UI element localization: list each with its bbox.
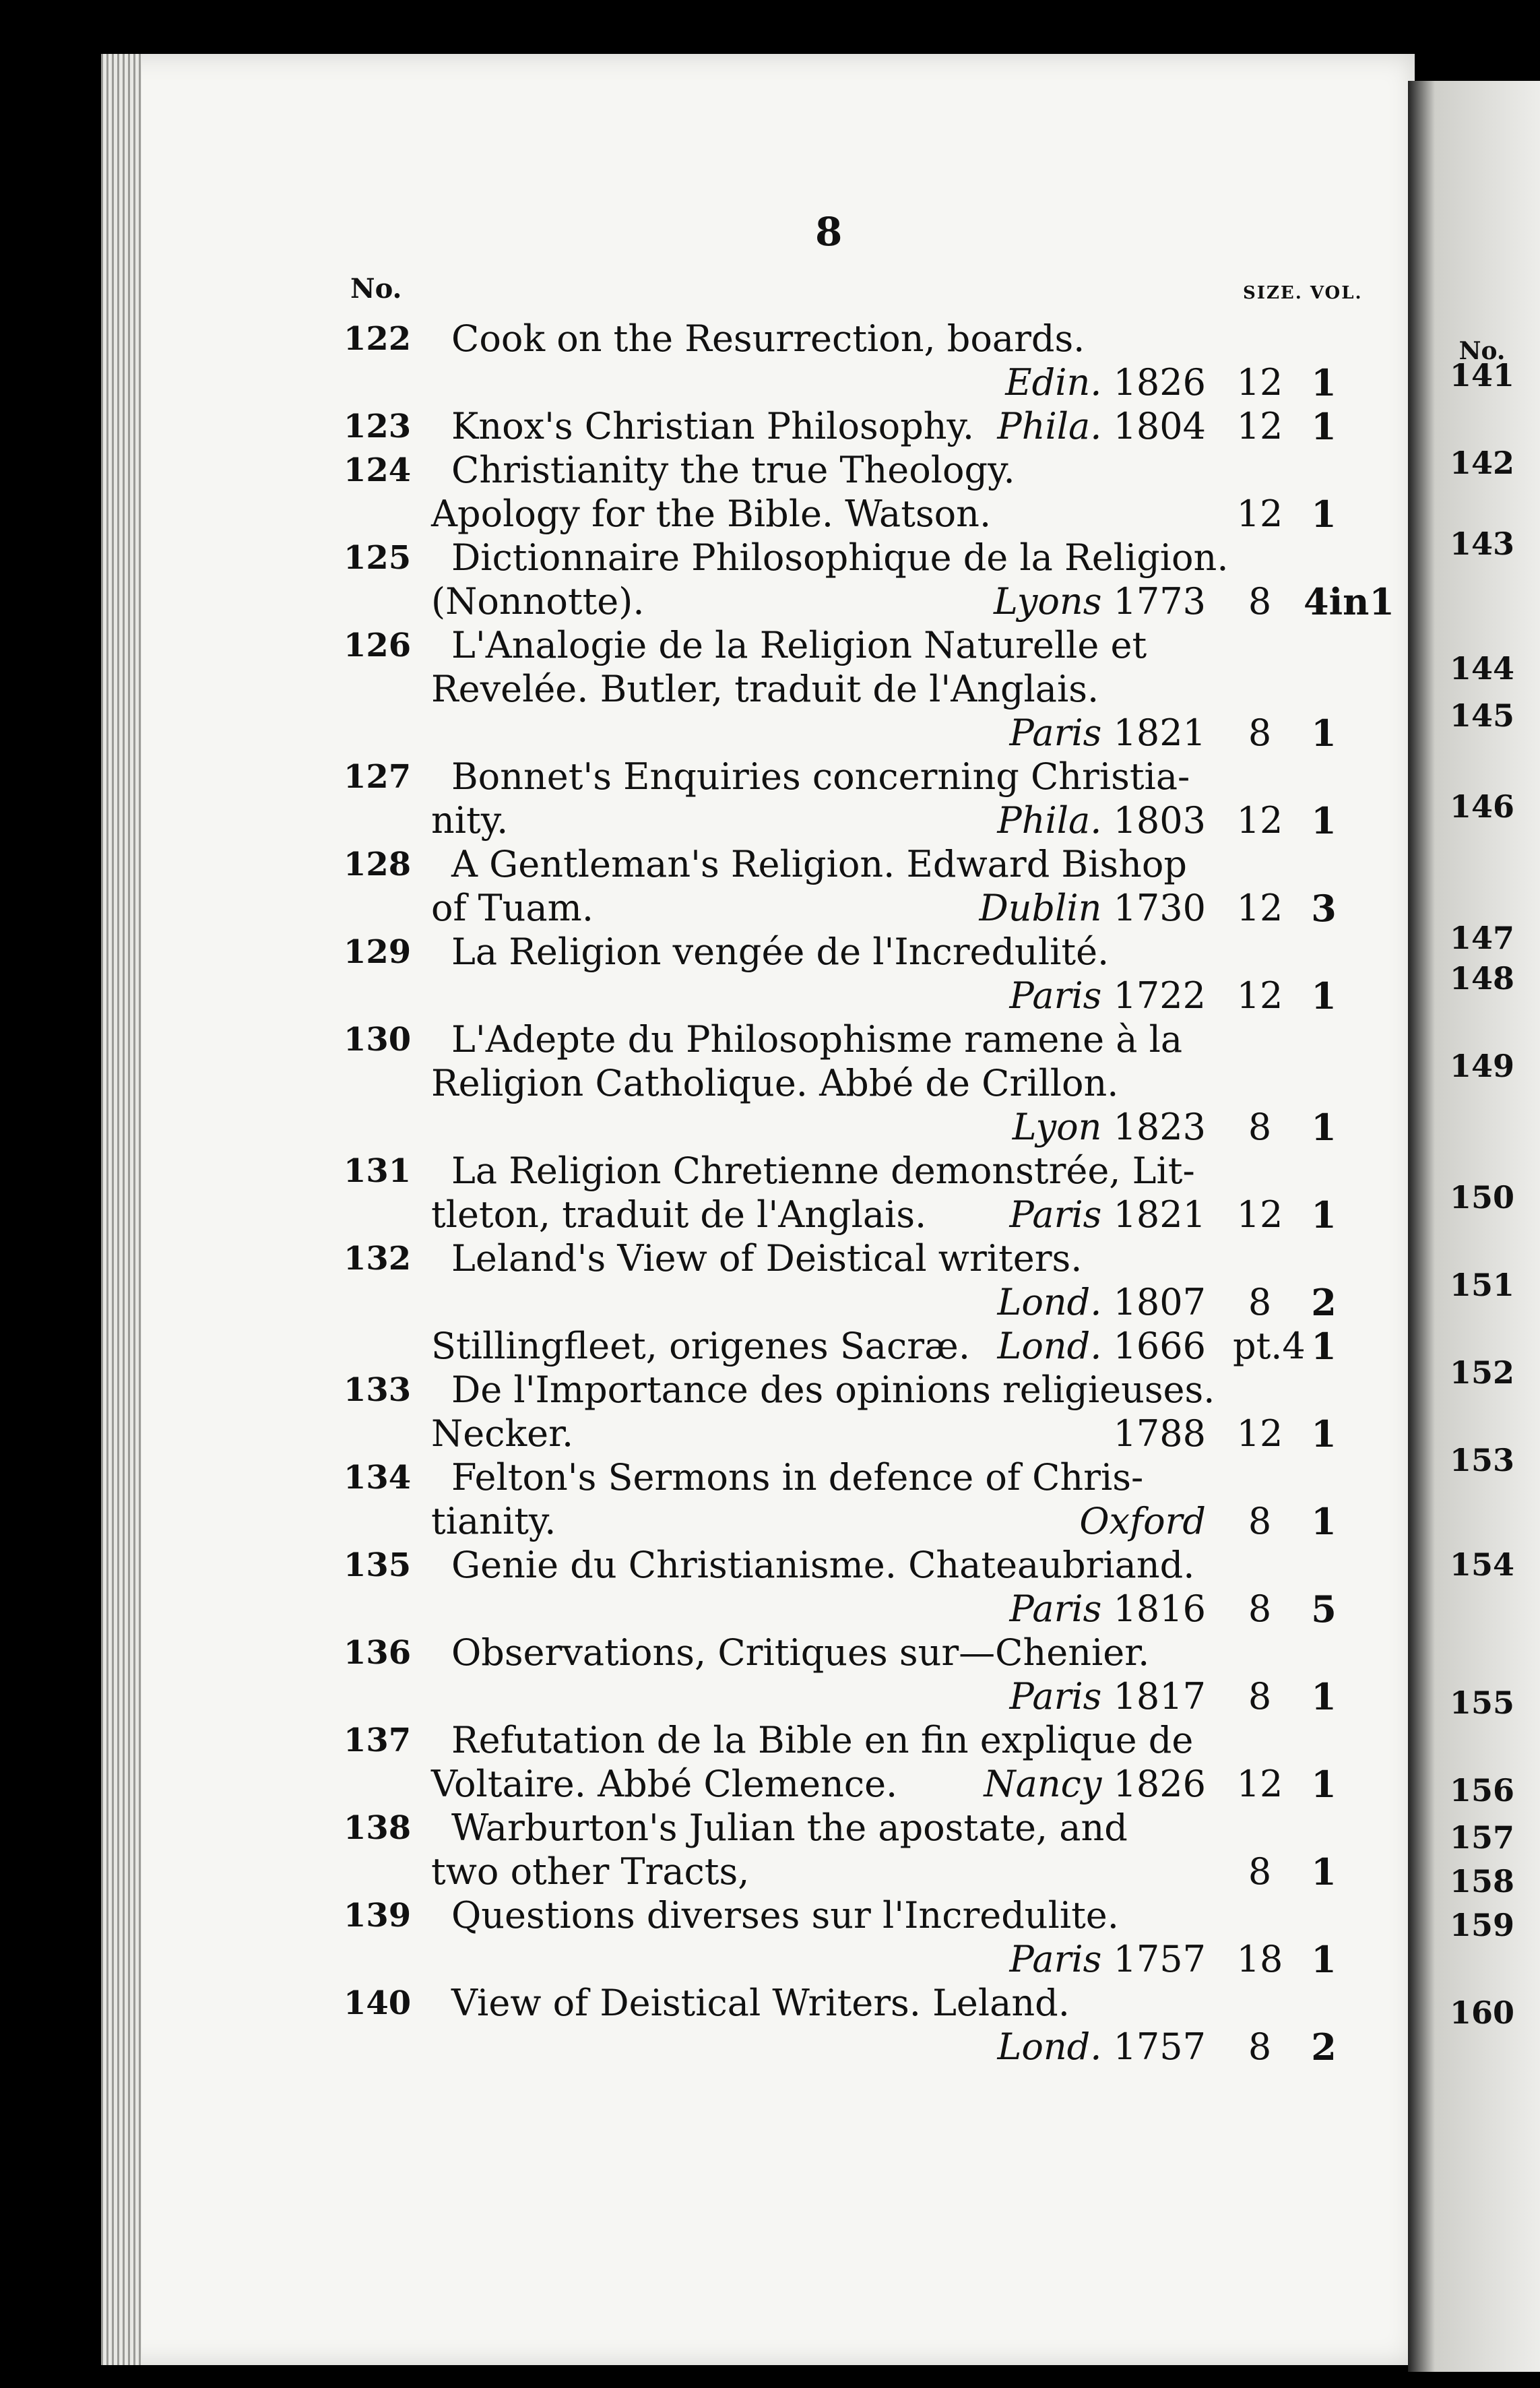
catalog-line	[0, 1324, 1415, 1369]
catalog-line	[0, 1587, 1415, 1631]
year-of-publication: 1803	[1101, 799, 1206, 842]
catalog-line	[0, 1193, 1415, 1237]
catalog-line	[0, 1499, 1415, 1544]
catalog-line	[0, 536, 1415, 580]
catalog-line	[0, 930, 1415, 974]
catalog-line	[0, 360, 1415, 405]
facing-entry-number: 159	[1449, 1907, 1515, 1943]
year-of-publication: 1826	[1101, 1763, 1206, 1805]
entry-title: Voltaire. Abbé Clemence.	[431, 1763, 898, 1805]
volume-count: 1	[1311, 1850, 1337, 1893]
imprint	[1010, 1937, 1207, 1982]
facing-entry-number: 152	[1449, 1354, 1515, 1391]
catalog-line	[0, 1762, 1415, 1806]
catalog-line	[0, 2025, 1415, 2069]
entry-number: 127	[344, 758, 412, 796]
format-size: 8	[1248, 580, 1272, 623]
format-size: 12	[1236, 974, 1283, 1017]
entry-title: Bonnet's Enquiries concerning Christia-	[451, 755, 1190, 798]
imprint	[984, 1762, 1206, 1806]
entry-title: Religion Catholique. Abbé de Crillon.	[431, 1062, 1119, 1104]
entry-title: Refutation de la Bible en fin explique de	[451, 1719, 1194, 1761]
format-size: 12	[1236, 887, 1283, 929]
volume-count: 3	[1311, 887, 1337, 930]
entry-title: Revelée. Butler, traduit de l'Anglais.	[431, 668, 1099, 710]
catalog-line	[0, 1017, 1415, 1062]
facing-entry-number: 155	[1449, 1685, 1515, 1721]
entry-number: 126	[344, 627, 412, 664]
format-size: 12	[1236, 799, 1283, 842]
catalog-line	[0, 1850, 1415, 1894]
volume-count: 2	[1311, 1281, 1337, 1324]
imprint	[998, 1280, 1206, 1325]
catalog-line	[0, 1937, 1415, 1982]
catalog-line	[0, 404, 1415, 449]
imprint	[1010, 1193, 1207, 1237]
format-size: 12	[1236, 1763, 1283, 1805]
format-size: 8	[1248, 1281, 1272, 1323]
entry-title: Felton's Sermons in defence of Chris-	[451, 1456, 1144, 1499]
volume-count: 1	[1311, 1675, 1337, 1718]
entry-number: 125	[344, 539, 412, 577]
year-of-publication: 1823	[1101, 1106, 1206, 1148]
catalog-line	[0, 842, 1415, 887]
year-of-publication: 1817	[1101, 1675, 1206, 1718]
volume-count: 4in1	[1304, 580, 1394, 623]
volume-count: 1	[1311, 1500, 1337, 1543]
facing-entry-number: 153	[1449, 1442, 1515, 1478]
facing-entry-number: 154	[1449, 1546, 1515, 1583]
catalog-line	[0, 492, 1415, 536]
year-of-publication: 1757	[1101, 1938, 1206, 1980]
catalog-line	[0, 1631, 1415, 1675]
entry-title: of Tuam.	[431, 887, 594, 929]
imprint	[997, 798, 1206, 843]
entry-title: Necker.	[431, 1412, 574, 1455]
catalog-line	[0, 579, 1415, 624]
place-of-publication: Paris	[1009, 712, 1102, 754]
facing-entry-number: 141	[1449, 357, 1515, 394]
format-size: 12	[1236, 1412, 1283, 1455]
year-of-publication: 1816	[1101, 1588, 1206, 1630]
entry-title: Genie du Christianisme. Chateaubriand.	[451, 1544, 1195, 1586]
place-of-publication: Edin.	[1005, 361, 1102, 404]
catalog-line	[0, 1806, 1415, 1850]
place-of-publication: Nancy	[984, 1763, 1102, 1805]
format-size: 8	[1248, 1850, 1272, 1893]
format-size: 8	[1248, 1106, 1272, 1148]
format-size: 18	[1236, 1938, 1283, 1980]
imprint	[1010, 1674, 1207, 1719]
entry-number: 137	[344, 1722, 412, 1759]
catalog-line	[0, 1105, 1415, 1150]
year-of-publication: 1821	[1101, 1193, 1206, 1236]
entry-number: 124	[344, 451, 412, 489]
entry-number: 132	[344, 1240, 412, 1278]
imprint	[1005, 360, 1206, 405]
facing-entry-number: 157	[1449, 1819, 1515, 1856]
year-of-publication: 1730	[1101, 887, 1206, 929]
volume-count: 1	[1311, 493, 1337, 536]
place-of-publication: Lyon	[1012, 1106, 1102, 1148]
catalog-line	[0, 755, 1415, 799]
facing-entry-number: 147	[1449, 920, 1515, 956]
catalog-line	[0, 1412, 1415, 1456]
facing-page-header: No.	[1458, 337, 1506, 365]
format-size: 8	[1248, 1588, 1272, 1630]
entry-title: View of Deistical Writers. Leland.	[451, 1982, 1070, 2024]
catalog-line	[0, 974, 1415, 1018]
format-size: 8	[1248, 1675, 1272, 1718]
facing-entry-number: 150	[1449, 1179, 1515, 1216]
volume-count: 1	[1311, 712, 1337, 755]
catalog-line	[0, 1674, 1415, 1719]
year-of-publication: 1788	[1113, 1412, 1206, 1455]
entry-title: De l'Importance des opinions religieuses.	[451, 1369, 1215, 1411]
column-header-no: No.	[350, 273, 402, 305]
volume-count: 1	[1311, 1325, 1337, 1368]
place-of-publication: Lond.	[997, 1281, 1102, 1323]
catalog-line	[0, 1280, 1415, 1325]
entry-number: 130	[344, 1021, 412, 1059]
column-header-size-vol: SIZE. VOL.	[1243, 283, 1363, 303]
facing-entry-number: 158	[1449, 1863, 1515, 1899]
catalog-line	[0, 1061, 1415, 1106]
place-of-publication: Paris	[1009, 1938, 1102, 1980]
format-size: 12	[1236, 1193, 1283, 1236]
format-size: 8	[1248, 712, 1272, 754]
volume-count: 1	[1311, 405, 1337, 448]
facing-entry-number: 151	[1449, 1267, 1515, 1303]
facing-entry-number: 142	[1449, 445, 1515, 481]
format-size: pt.4	[1233, 1325, 1306, 1367]
imprint	[1010, 974, 1207, 1018]
year-of-publication: 1826	[1101, 361, 1206, 404]
volume-count: 1	[1311, 1193, 1337, 1236]
facing-entry-number: 160	[1449, 1994, 1515, 2031]
place-of-publication: Dublin	[979, 887, 1102, 929]
entry-number: 123	[344, 408, 412, 445]
entry-title: L'Analogie de la Religion Naturelle et	[451, 624, 1147, 666]
year-of-publication: 1804	[1101, 405, 1206, 447]
imprint	[994, 579, 1206, 624]
entry-title: Dictionnaire Philosophique de la Religion.	[451, 536, 1229, 579]
entry-number: 129	[344, 933, 412, 971]
place-of-publication: Paris	[1009, 1675, 1102, 1718]
imprint	[1010, 1587, 1207, 1631]
facing-entry-number: 149	[1449, 1048, 1515, 1084]
facing-entry-number: 148	[1449, 960, 1515, 997]
place-of-publication: Paris	[1009, 1588, 1102, 1630]
catalog-line	[0, 1149, 1415, 1193]
catalog-line	[0, 1718, 1415, 1763]
imprint	[1010, 711, 1207, 755]
entry-title: tleton, traduit de l'Anglais.	[431, 1193, 927, 1236]
place-of-publication: Paris	[1009, 1193, 1102, 1236]
entry-title: La Religion vengée de l'Incredulité.	[451, 931, 1110, 973]
entry-title: Observations, Critiques sur—Chenier.	[451, 1631, 1150, 1674]
catalog-line	[0, 1368, 1415, 1412]
imprint	[1114, 1412, 1206, 1456]
entry-title: A Gentleman's Religion. Edward Bishop	[451, 843, 1187, 885]
entry-title: Apology for the Bible. Watson.	[431, 493, 992, 535]
format-size: 12	[1236, 361, 1283, 404]
format-size: 8	[1248, 2025, 1272, 2068]
volume-count: 5	[1311, 1588, 1337, 1631]
volume-count: 1	[1311, 1412, 1337, 1455]
entry-number: 140	[344, 1984, 412, 2022]
catalog-line	[0, 667, 1415, 712]
catalog-line	[0, 1236, 1415, 1281]
facing-entry-number: 144	[1449, 650, 1515, 687]
volume-count: 2	[1311, 2025, 1337, 2069]
page-number: 8	[815, 209, 843, 255]
catalog-line	[0, 1893, 1415, 1938]
entry-title: L'Adepte du Philosophisme ramene à la	[451, 1018, 1183, 1061]
entry-title: Leland's View of Deistical writers.	[451, 1237, 1083, 1280]
catalog-line	[0, 1543, 1415, 1588]
imprint	[998, 1324, 1206, 1369]
volume-count: 1	[1311, 1106, 1337, 1149]
entry-title: nity.	[431, 799, 509, 842]
catalog-line	[0, 1455, 1415, 1500]
year-of-publication: 1722	[1101, 974, 1206, 1017]
entry-title: Warburton's Julian the apostate, and	[451, 1806, 1128, 1849]
imprint	[979, 886, 1206, 931]
entry-title: Stillingfleet, origenes Sacræ.	[431, 1325, 970, 1367]
imprint	[998, 2025, 1206, 2069]
format-size: 12	[1236, 405, 1283, 447]
entry-title: (Nonnotte).	[431, 580, 645, 623]
entry-number: 136	[344, 1634, 412, 1672]
imprint	[1013, 1105, 1206, 1150]
format-size: 12	[1236, 493, 1283, 535]
facing-entry-number: 156	[1449, 1772, 1515, 1809]
entry-number: 139	[344, 1897, 412, 1935]
volume-count: 1	[1311, 1938, 1337, 1981]
volume-count: 1	[1311, 1763, 1337, 1806]
volume-count: 1	[1311, 361, 1337, 404]
entry-number: 131	[344, 1152, 412, 1190]
facing-entry-number: 146	[1449, 788, 1515, 825]
entry-title: Knox's Christian Philosophy.	[451, 405, 975, 447]
place-of-publication: Lond.	[997, 2025, 1102, 2068]
volume-count: 1	[1311, 974, 1337, 1017]
entry-title: Christianity the true Theology.	[451, 449, 1015, 491]
catalog-line	[0, 1981, 1415, 2025]
year-of-publication: 1773	[1101, 580, 1206, 623]
entry-number: 128	[344, 846, 412, 883]
entry-title: La Religion Chretienne demonstrée, Lit-	[451, 1150, 1195, 1192]
catalog-line	[0, 623, 1415, 668]
format-size: 8	[1248, 1500, 1272, 1542]
entry-number: 122	[344, 320, 412, 358]
entry-title: Questions diverses sur l'Incredulite.	[451, 1894, 1119, 1937]
catalog-line	[0, 317, 1415, 361]
year-of-publication: 1821	[1101, 712, 1206, 754]
entry-number: 135	[344, 1546, 412, 1584]
entry-title: two other Tracts,	[431, 1850, 750, 1893]
place-of-publication: Phila.	[997, 799, 1102, 842]
entry-title: Cook on the Resurrection, boards.	[451, 317, 1085, 360]
place-of-publication: Lond.	[997, 1325, 1102, 1367]
imprint	[1079, 1499, 1206, 1544]
year-of-publication: 1757	[1101, 2025, 1206, 2068]
year-of-publication: 1666	[1101, 1325, 1206, 1367]
place-of-publication: Phila.	[997, 405, 1102, 447]
year-of-publication: 1807	[1101, 1281, 1206, 1323]
place-of-publication: Oxford	[1079, 1500, 1206, 1542]
entry-number: 134	[344, 1459, 412, 1497]
place-of-publication: Lyons	[993, 580, 1102, 623]
entry-title: tianity.	[431, 1500, 556, 1542]
catalog-line	[0, 711, 1415, 755]
entry-number: 138	[344, 1809, 412, 1847]
catalog-line	[0, 886, 1415, 931]
facing-entry-number: 143	[1449, 526, 1515, 562]
facing-entry-number: 145	[1449, 697, 1515, 734]
place-of-publication: Paris	[1009, 974, 1102, 1017]
volume-count: 1	[1311, 799, 1337, 842]
catalog-line	[0, 448, 1415, 493]
catalog-line	[0, 798, 1415, 843]
imprint	[997, 404, 1206, 449]
entry-number: 133	[344, 1371, 412, 1409]
